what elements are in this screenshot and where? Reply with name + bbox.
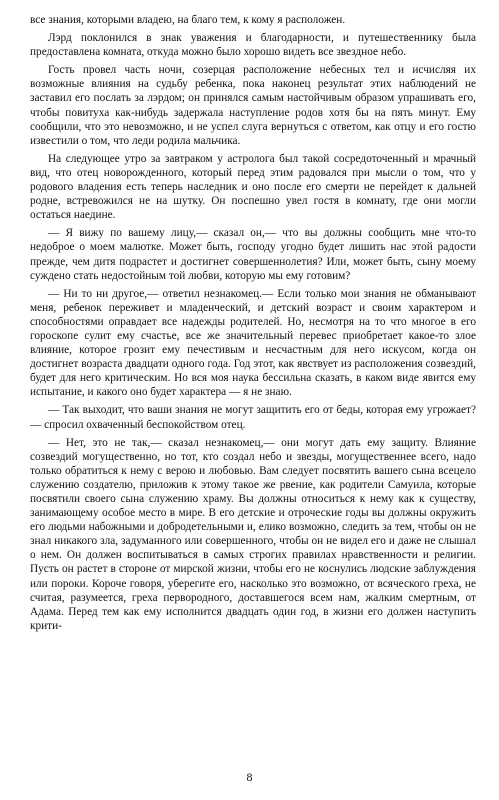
paragraph-6: — Ни то ни другое,— ответил незнакомец.— Если только мои знания не обманывают меня, ребенок переживет и младенческий, и детский возраст и своим характером и способностями оправдает все надежды родителей. Но, несмотря на то что многое в его гороскопе сулит ему счастье, все же значительный перевес приобретает какое-то злое влияние, которое грозит ему печестивым и несчастным для него искусом, когда он достигнет возраста двадцати одного года. Год этот, как явствует из расположения созвездий, будет для него критическим. Но вся моя наука бессильна сказать, в каком виде явится ему испытание, и какого оно будет характера — я не знаю. — [30, 287, 476, 399]
book-page-body — [30, 13, 476, 787]
paragraph-8: — Нет, это не так,— сказал незнакомец,— они могут дать ему защиту. Влияние созвездий могущественно, но тот, кто создал небо и звезды, могущественнее всего, надо только обратиться к нему с верою и любовью. Вам следует посвятить вашего сына всецело служению создателю, приложив к этому такое же рвение, как родители Самуила, которые посвятили своего сына служению храму. Вы должны относиться к нему как к существу, занимающему особое место в мире. В его детские и отроческие годы вы должны окружить его людьми набожными и добродетельными и, елико возможно, следить за тем, чтобы он не знал никакого зла, задуманного или совершенного, чтобы он не видел его и даже не слышал о нем. Он должен воспитываться в самых строгих правилах нравственности и религии. Пусть он растет в стороне от мирской жизни, чтобы его не коснулись людские заблуждения или пороки. Короче говоря, уберегите его, насколько это возможно, от всяческого греха, не считая, разумеется, греха первородного, доставшегося всем нам, жалким смертным, от Адама. Перед тем как ему исполнится двадцать один год, в жизни его должен наступить крити- — [30, 436, 476, 632]
paragraph-7: — Так выходит, что ваши знания не могут защитить его от беды, которая ему угрожает? — спросил охваченный беспокойством отец. — [30, 404, 476, 431]
paragraph-3: Гость провел часть ночи, созерцая расположение небесных тел и исчисляя их возможные влияния на судьбу ребенка, пока наконец результат этих наблюдений не заставил его послать за лэрдом; он принялся самым настойчивым образом упрашивать его, чтобы повитуха как-нибудь задержала наступление родов хотя бы на пять минут. Ему сообщили, что это невозможно, и не успел слуга вернуться с ответом, как отцу и его гостю известили о том, что леди родила мальчика. — [30, 64, 476, 147]
paragraph-2: Лэрд поклонился в знак уважения и благодарности, и путешественнику была предоставлена комната, откуда можно было хорошо видеть все звездное небо. — [30, 32, 476, 59]
paragraph-5: — Я вижу по вашему лицу,— сказал он,— что вы должны сообщить мне что-то недоброе о моем малютке. Может быть, господу угодно будет лишить нас этой радости прежде, чем дитя подрастет и достигнет совершеннолетия? Или, может быть, сыну моему суждено стать недостойным той любви, которую мы ему готовим? — [30, 227, 476, 282]
page-number: 8 — [246, 770, 253, 784]
paragraph-1: все знания, которыми владею, на благо тем, к кому я расположен. — [30, 14, 346, 26]
paragraph-4: На следующее утро за завтраком у астролога был такой сосредоточенный и мрачный вид, что отец новорожденного, который перед этим радовался при мысли о том, что у родового владения есть теперь наследник и оно после его смерти не перейдет к дальней родне, встревожился не на шутку. Он поспешно увел гостя в комнату, где они могли остаться наедине. — [30, 152, 476, 222]
